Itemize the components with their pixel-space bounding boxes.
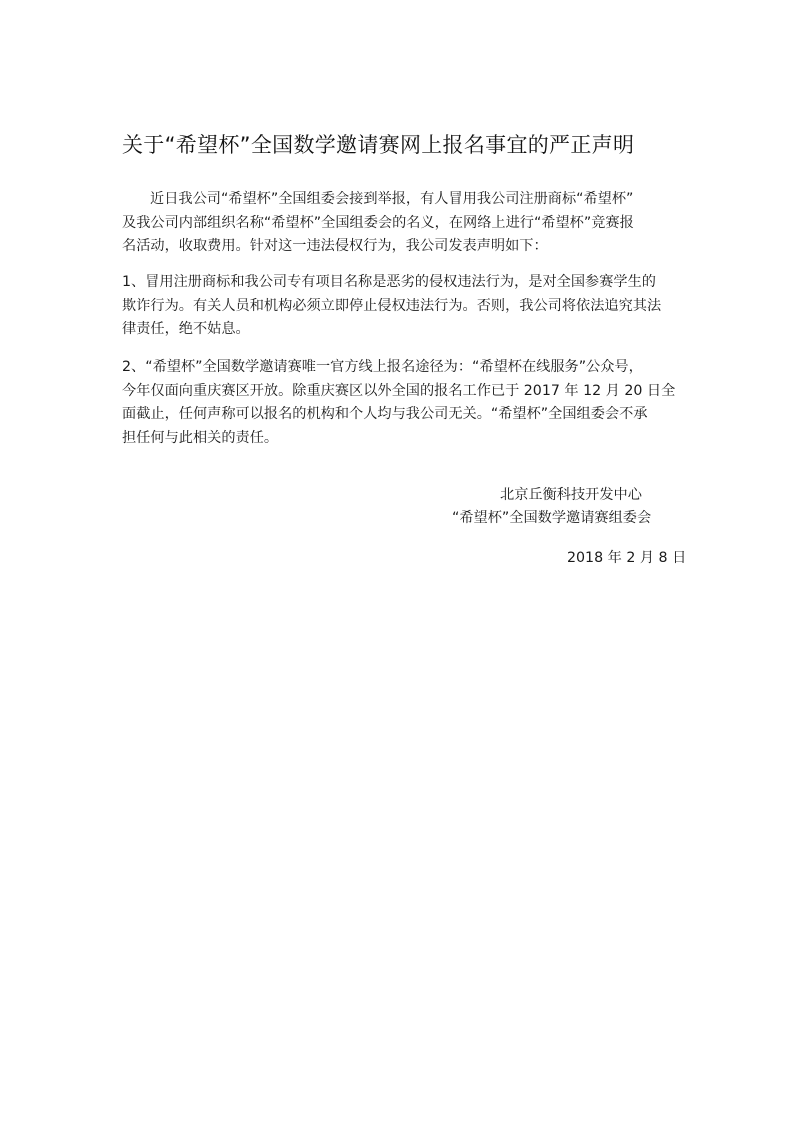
item1-line: 1、冒用注册商标和我公司专有项目名称是恶劣的侵权违法行为，是对全国参赛学生的: [122, 274, 656, 290]
item2-line: 面截止，任何声称可以报名的机构和个人均与我公司无关。“希望杯”全国组委会不承: [122, 406, 648, 422]
signature-committee: “希望杯”全国数学邀请赛组委会: [452, 510, 652, 526]
item2-line: 今年仅面向重庆赛区开放。除重庆赛区以外全国的报名工作已于 2017 年 12 月 20 日全: [122, 382, 676, 399]
document-title: 关于“希望杯”全国数学邀请赛网上报名事宜的严正声明: [122, 133, 635, 157]
signature-date: 2018 年 2 月 8 日: [567, 550, 687, 566]
item2-line: 担任何与此相关的责任。: [122, 429, 279, 446]
statement-item-2: [122, 356, 682, 450]
item2-line: 2、“希望杯”全国数学邀请赛唯一官方线上报名途径为：“希望杯在线服务”公众号，: [122, 359, 643, 375]
item1-line: 欺诈行为。有关人员和机构必须立即停止侵权违法行为。否则，我公司将依法追究其法: [122, 297, 662, 314]
intro-line: 近日我公司“希望杯”全国组委会接到举报，有人冒用我公司注册商标“希望杯”: [150, 191, 634, 207]
intro-paragraph: [122, 188, 682, 259]
statement-item-1: [122, 271, 682, 342]
item1-line: 律责任，绝不姑息。: [122, 321, 250, 337]
intro-line: 及我公司内部组织名称“希望杯”全国组委会的名义，在网络上进行“希望杯”竞赛报: [122, 214, 634, 231]
intro-line: 名活动，收取费用。针对这一违法侵权行为，我公司发表声明如下：: [122, 238, 548, 254]
signature-company: 北京丘衡科技开发中心: [500, 487, 642, 503]
